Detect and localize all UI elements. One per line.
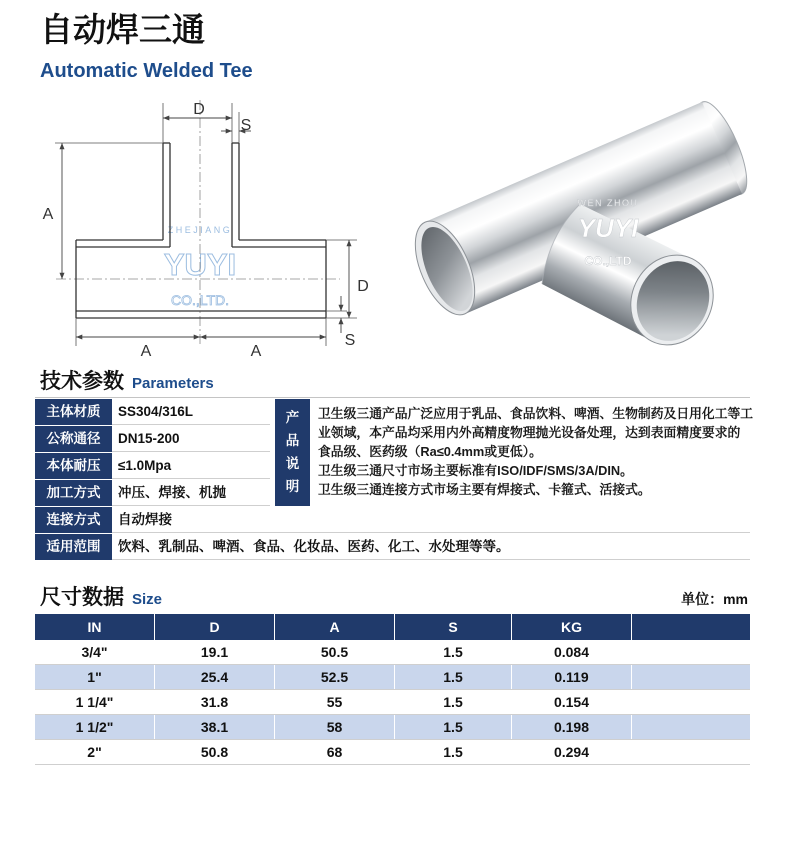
product-description-text xyxy=(318,404,753,499)
cell-a: 58 xyxy=(275,715,395,739)
param-value-pressure: ≤1.0Mpa xyxy=(112,453,270,479)
param-value-connection: 自动焊接 xyxy=(112,507,750,533)
parameters-heading xyxy=(40,368,214,398)
watermark-co-ltd: CO.,LTD. xyxy=(170,292,230,308)
unit-label: 单位：mm xyxy=(681,591,748,607)
product-photo xyxy=(395,88,765,368)
photo-watermark-co-ltd: CO.,LTD xyxy=(584,254,632,268)
cell-d: 31.8 xyxy=(155,690,275,714)
cell-kg: 0.154 xyxy=(512,690,632,714)
cell-d: 50.8 xyxy=(155,740,275,764)
centerlines xyxy=(56,100,340,346)
cell-blank xyxy=(632,715,750,739)
cell-in: 1 1/2" xyxy=(35,715,155,739)
label-a-left: A xyxy=(42,206,54,223)
table-row xyxy=(35,715,750,740)
cell-a: 52.5 xyxy=(275,665,395,689)
cell-d: 25.4 xyxy=(155,665,275,689)
cell-kg: 0.198 xyxy=(512,715,632,739)
cell-s: 1.5 xyxy=(395,715,512,739)
column-header-in: IN xyxy=(35,614,155,640)
param-label-connection: 连接方式 xyxy=(35,507,112,533)
label-d-right: D xyxy=(357,278,369,295)
table-row xyxy=(35,665,750,690)
description-label-char: 明 xyxy=(285,479,300,494)
column-header-kg: KG xyxy=(512,614,632,640)
column-header-blank xyxy=(632,614,750,640)
watermark-zhejiang: ZHEJIANG xyxy=(167,225,233,235)
cell-kg: 0.084 xyxy=(512,640,632,664)
cell-d: 38.1 xyxy=(155,715,275,739)
param-value-nominal-size: DN15-200 xyxy=(112,426,270,452)
technical-drawing xyxy=(0,0,400,380)
label-s-right: S xyxy=(344,332,356,349)
description-label-char: 产 xyxy=(285,410,300,425)
table-row xyxy=(35,740,750,765)
param-label-nominal-size: 公称通径 xyxy=(35,426,112,452)
label-a-bottom-right: A xyxy=(250,343,262,360)
size-heading xyxy=(40,584,162,614)
column-header-d: D xyxy=(155,614,275,640)
param-label-pressure: 本体耐压 xyxy=(35,453,112,479)
watermark-yuyi: YUYI xyxy=(163,247,237,282)
cell-in: 1 1/4" xyxy=(35,690,155,714)
description-line: 卫生级三通产品广泛应用于乳品、食品饮料、啤酒、生物制药及日用化工等工 xyxy=(318,406,754,421)
cell-in: 2" xyxy=(35,740,155,764)
size-table-header xyxy=(35,614,750,640)
column-header-a: A xyxy=(275,614,395,640)
parameters-heading-en: Parameters xyxy=(132,375,214,392)
size-table xyxy=(35,614,750,765)
photo-watermark-yuyi: YUYI xyxy=(577,213,639,243)
param-label-material: 主体材质 xyxy=(35,399,112,425)
table-row xyxy=(35,640,750,665)
cell-a: 50.5 xyxy=(275,640,395,664)
cell-kg: 0.119 xyxy=(512,665,632,689)
description-line: 卫生级三通连接方式市场主要有焊接式、卡箍式、活接式。 xyxy=(318,482,651,497)
cell-blank xyxy=(632,640,750,664)
description-line: 业领域，本产品均采用内外高精度物理抛光设备处理，达到表面精度要求的 xyxy=(318,425,741,440)
column-header-s: S xyxy=(395,614,512,640)
cell-s: 1.5 xyxy=(395,640,512,664)
label-a-bottom-left: A xyxy=(140,343,152,360)
cell-s: 1.5 xyxy=(395,740,512,764)
cell-s: 1.5 xyxy=(395,665,512,689)
description-line: 食品级、医药级（Ra≤0.4mm或更低）。 xyxy=(318,444,542,459)
label-d-top: D xyxy=(193,101,205,118)
description-line: 卫生级三通尺寸市场主要标准有ISO/IDF/SMS/3A/DIN。 xyxy=(318,463,633,478)
cell-s: 1.5 xyxy=(395,690,512,714)
param-label-application: 适用范围 xyxy=(35,534,112,560)
param-value-application: 饮料、乳制品、啤酒、食品、化妆品、医药、化工、水处理等等。 xyxy=(112,534,750,560)
description-label-char: 品 xyxy=(285,433,300,448)
cell-a: 68 xyxy=(275,740,395,764)
size-heading-cn: 尺寸数据 xyxy=(40,586,124,609)
param-label-processing: 加工方式 xyxy=(35,480,112,506)
page-subtitle: Automatic Welded Tee xyxy=(40,60,253,82)
table-row xyxy=(35,690,750,715)
cell-kg: 0.294 xyxy=(512,740,632,764)
parameters-heading-cn: 技术参数 xyxy=(40,370,124,393)
cell-blank xyxy=(632,740,750,764)
photo-watermark-wenzhou: WEN ZHOU xyxy=(577,198,639,208)
cell-blank xyxy=(632,690,750,714)
size-heading-en: Size xyxy=(132,591,163,608)
cell-d: 19.1 xyxy=(155,640,275,664)
cell-a: 55 xyxy=(275,690,395,714)
description-label-char: 说 xyxy=(285,456,300,471)
param-value-material: SS304/316L xyxy=(112,399,270,425)
cell-in: 3/4" xyxy=(35,640,155,664)
page-title: 自动焊三通 xyxy=(40,11,205,48)
parameters-divider xyxy=(35,397,750,398)
cell-in: 1" xyxy=(35,665,155,689)
label-s-top: S xyxy=(240,117,252,134)
product-description-label xyxy=(275,399,310,506)
param-value-processing: 冲压、焊接、机抛 xyxy=(112,480,270,506)
cell-blank xyxy=(632,665,750,689)
